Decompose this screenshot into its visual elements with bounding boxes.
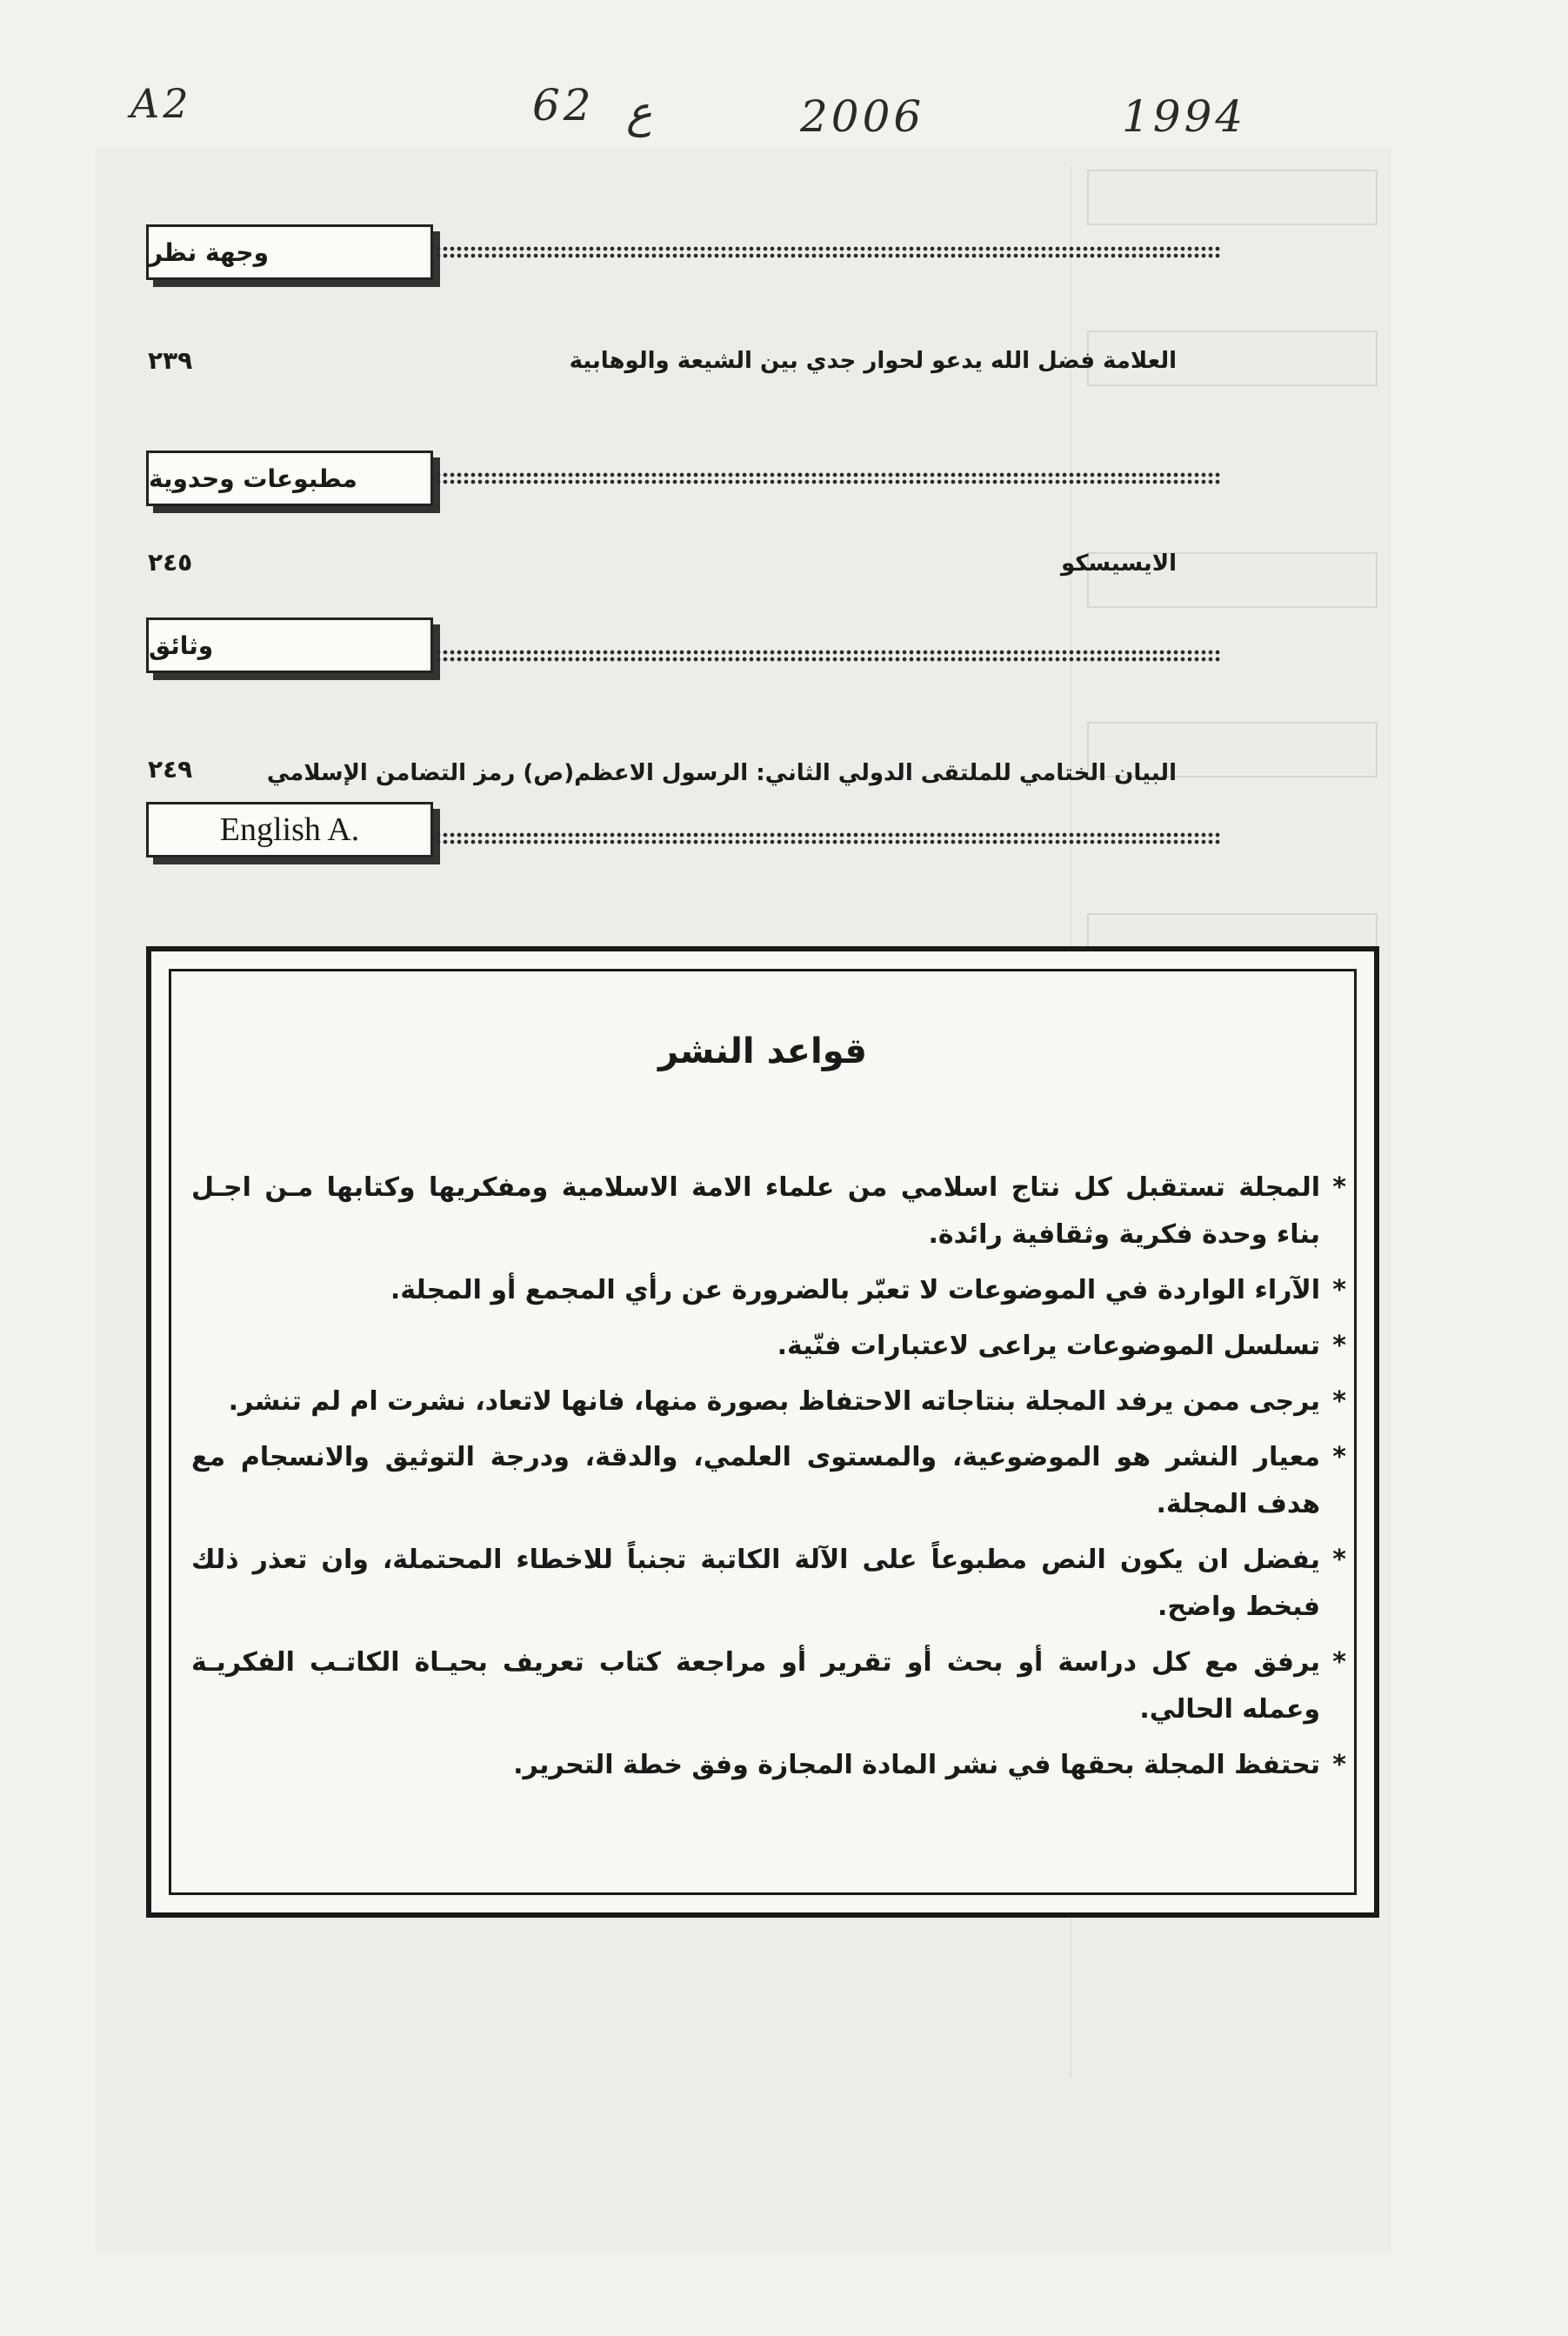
rule-text: تحتفظ المجلة بحقها في نشر المادة المجازة وفق خطة التحرير. <box>513 1750 1320 1780</box>
rule-text: معيار النشر هو الموضوعية، والمستوى العلمي، والدقة، ودرجة التوثيق والانسجام مع هدف المجلة. <box>191 1442 1320 1519</box>
toc-entry-page: ٢٣٩ <box>148 346 193 375</box>
rule-item <box>191 1434 1346 1528</box>
dotted-divider <box>435 245 1222 259</box>
bullet: * <box>1332 1442 1346 1472</box>
section-header-documents: وثائق <box>146 617 433 673</box>
dotted-divider <box>435 471 1222 485</box>
rule-item <box>191 1323 1346 1370</box>
publishing-rules-box <box>146 946 1379 1918</box>
rule-text: تسلسل الموضوعات يراعى لاعتبارات فنّية. <box>777 1331 1320 1361</box>
handwritten-note-62: 62 <box>532 80 595 130</box>
bullet: * <box>1332 1172 1346 1203</box>
section-header-viewpoint: وجهة نظر <box>146 224 433 280</box>
handwritten-note-letter: ع <box>626 87 652 137</box>
toc-entry-page: ٢٤٥ <box>148 548 193 577</box>
rule-text: الآراء الواردة في الموضوعات لا تعبّر بالضرورة عن رأي المجمع أو المجلة. <box>390 1275 1320 1305</box>
toc-entry-page: ٢٤٩ <box>148 755 193 784</box>
bullet: * <box>1332 1386 1346 1417</box>
rule-text: يرجى ممن يرفد المجلة بنتاجاته الاحتفاظ بصورة منها، فانها لاتعاد، نشرت ام لم تنشر. <box>228 1386 1320 1417</box>
rule-item <box>191 1742 1346 1789</box>
bleed-through-box <box>1087 170 1378 225</box>
rule-item <box>191 1378 1346 1425</box>
handwritten-note-year: 2006 <box>800 91 925 142</box>
bullet: * <box>1332 1331 1346 1361</box>
bullet: * <box>1332 1750 1346 1780</box>
publishing-rules-list <box>191 1165 1346 1798</box>
bullet: * <box>1332 1545 1346 1575</box>
rule-item <box>191 1639 1346 1733</box>
bullet: * <box>1332 1275 1346 1305</box>
rule-text: يرفق مع كل دراسة أو بحث أو تقرير أو مراجعة كتاب تعريف بحيـاة الكاتـب الفكريـة وعمله الحالي. <box>191 1647 1320 1725</box>
rule-text: المجلة تستقبل كل نتاج اسلامي من علماء الامة الاسلامية ومفكريها وكتابها مـن اجـل بناء وحدة فكرية وثقافية رائدة. <box>191 1172 1320 1250</box>
handwritten-note-a2: A2 <box>130 80 192 127</box>
rule-text: يفضل ان يكون النص مطبوعاً على الآلة الكاتبة تجنباً للاخطاء المحتملة، وان تعذر ذلك فبخط واضح. <box>191 1545 1320 1622</box>
toc-entry-title: العلامة فضل الله يدعو لحوار جدي بين الشيعة والوهابية <box>569 348 1177 374</box>
toc-entry-title: البيان الختامي للملتقى الدولي الثاني: الرسول الاعظم(ص) رمز التضامن الإسلامي <box>266 760 1177 786</box>
rule-item <box>191 1165 1346 1258</box>
bullet: * <box>1332 1647 1346 1678</box>
section-header-english: English A. <box>146 802 433 858</box>
dotted-divider <box>435 649 1222 663</box>
publishing-rules-title: قواعد النشر <box>658 1031 867 1071</box>
section-header-publications: مطبوعات وحدوية <box>146 451 433 506</box>
rule-item <box>191 1537 1346 1631</box>
toc-entry-title: الايسيسكو <box>1061 551 1177 577</box>
dotted-divider <box>435 831 1222 845</box>
handwritten-note-number: 1994 <box>1122 91 1247 142</box>
rule-item <box>191 1267 1346 1314</box>
